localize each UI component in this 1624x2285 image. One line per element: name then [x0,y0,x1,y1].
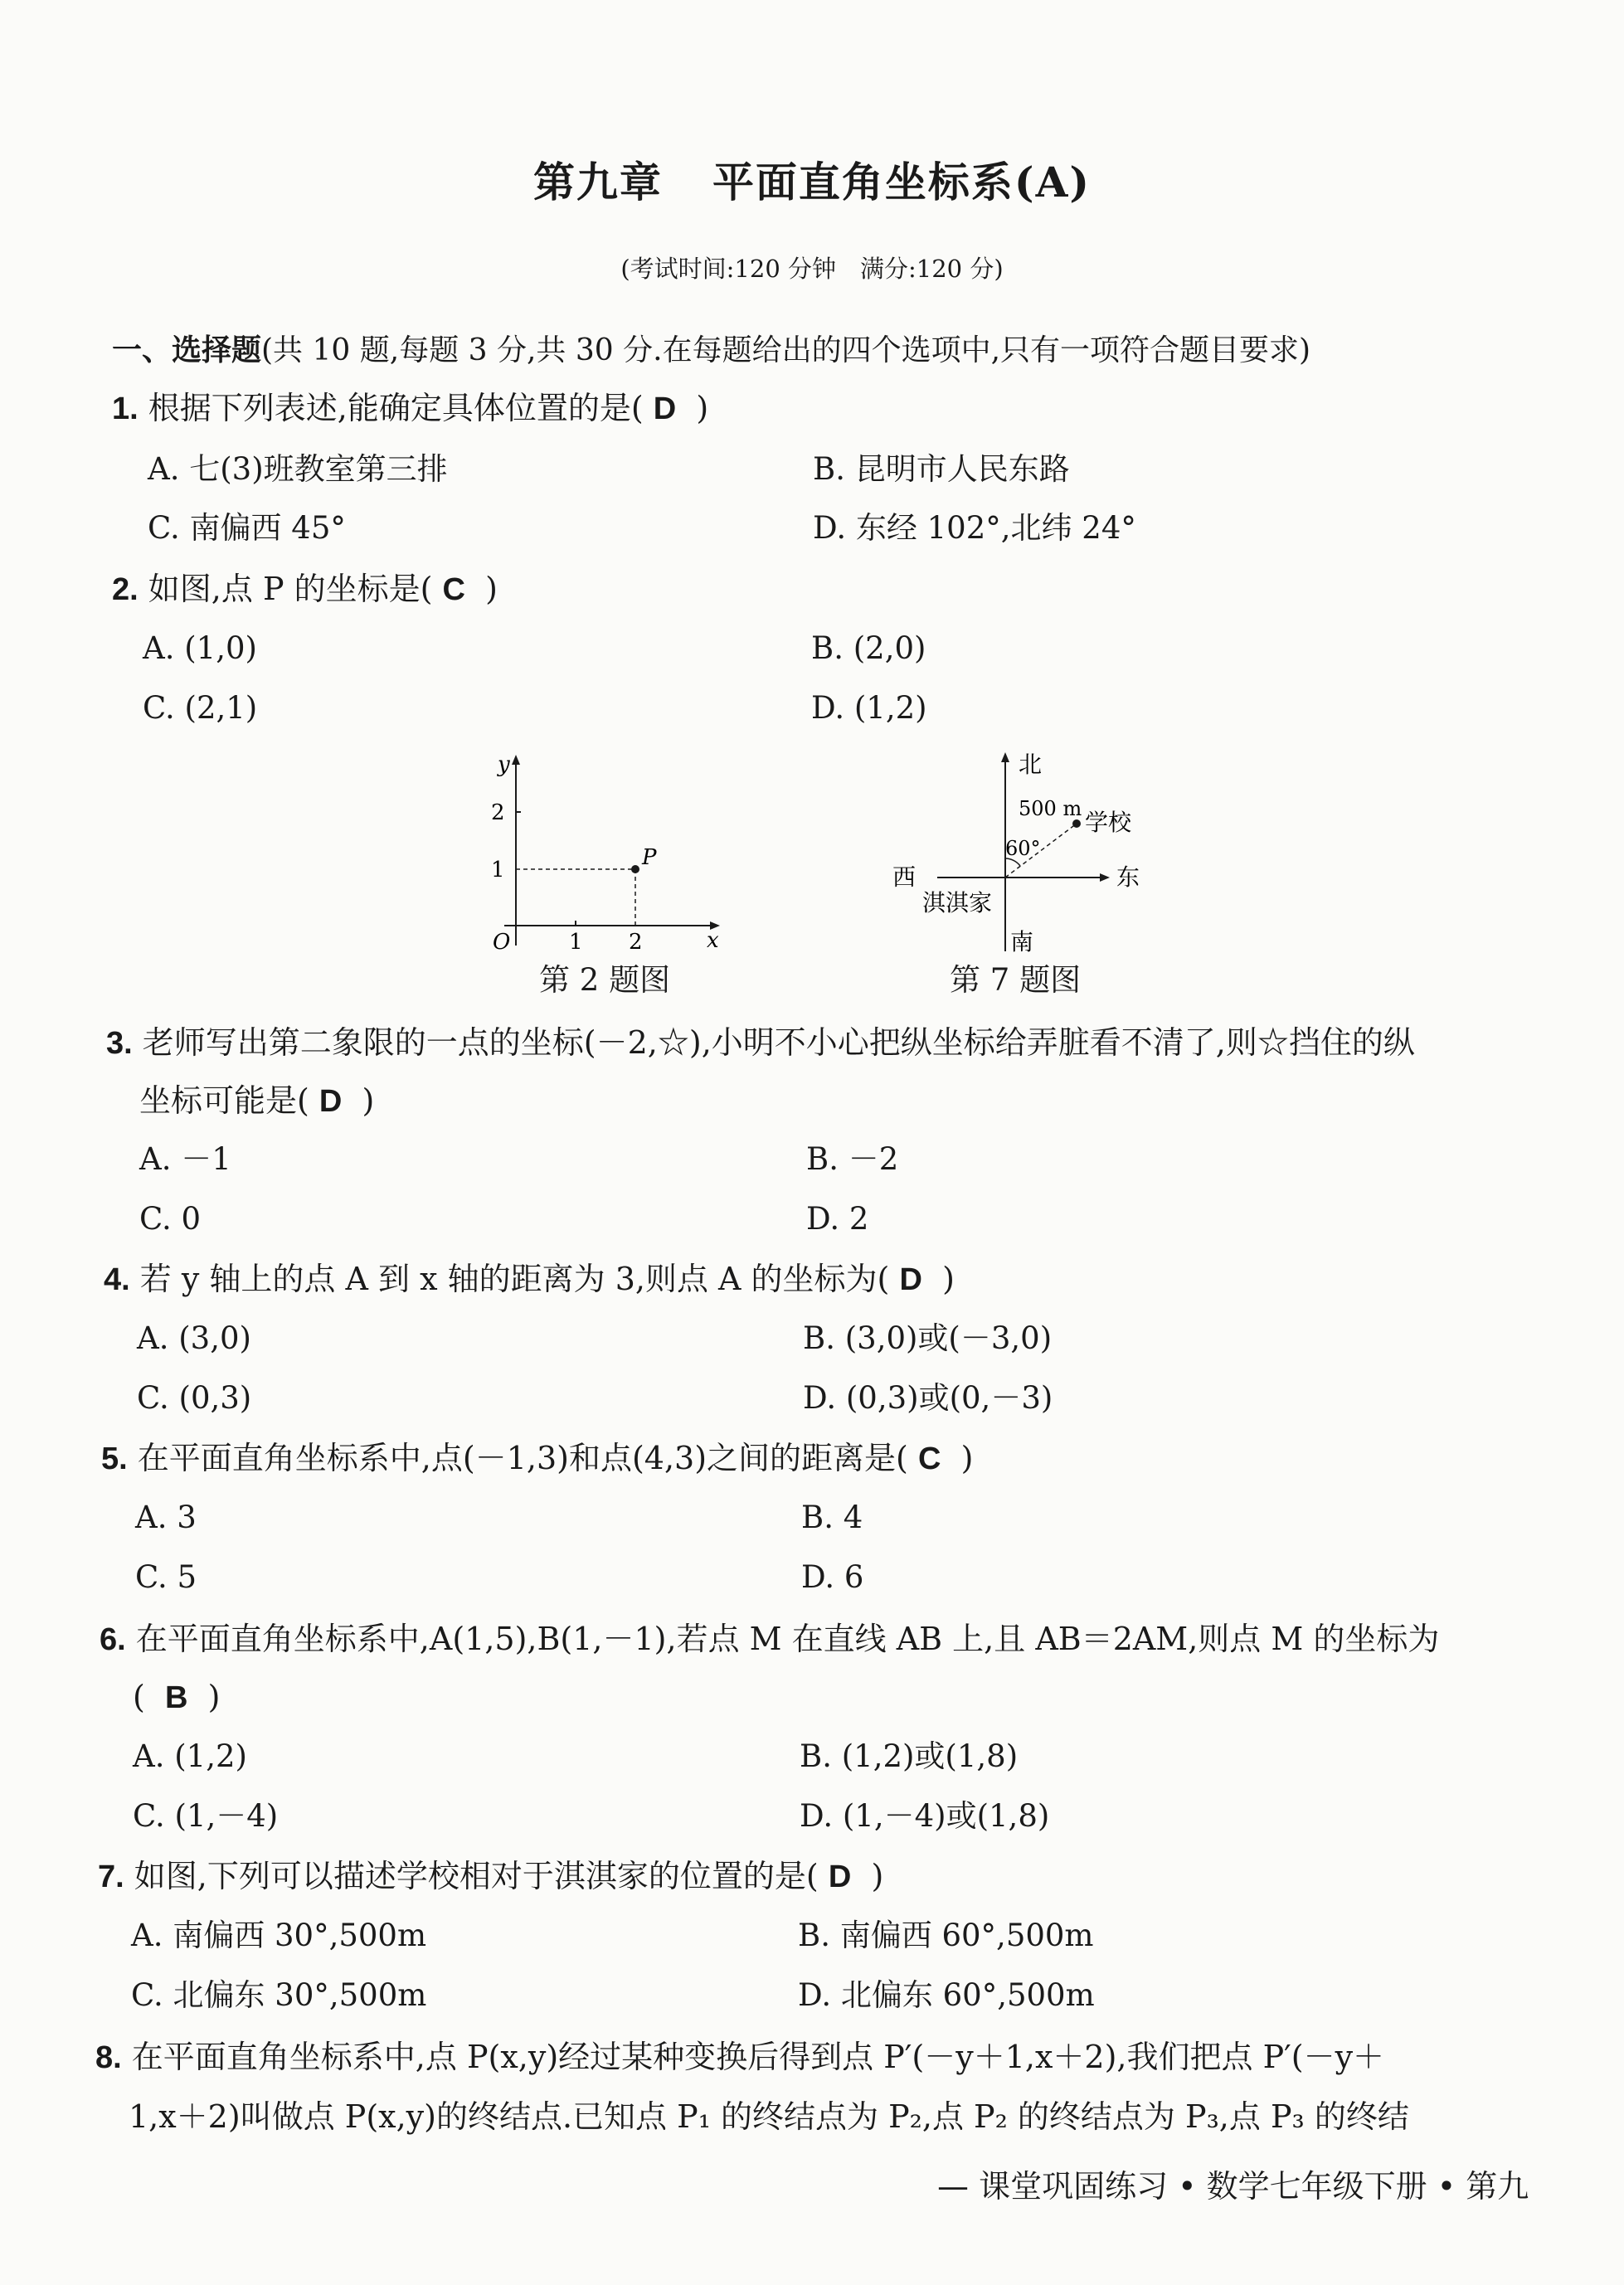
option-b: B. －2 [806,1141,899,1177]
paren-close: ) [696,390,709,426]
option-b: B. 昆明市人民东路 [813,451,1070,487]
option-a: A. 3 [135,1500,197,1535]
exam-info: (考试时间:120 分钟 满分:120 分) [620,255,1004,283]
chapter-label: 第九章 [532,158,663,207]
south-label: 南 [1010,928,1034,955]
paren-close: ) [362,1082,375,1119]
paren-open: ( [133,1679,145,1715]
question-stem: 坐标可能是( [139,1082,309,1119]
option-b: B. (1,2)或(1,8) [800,1738,1019,1774]
answer: D [828,1860,852,1894]
question-number: 3. [106,1026,133,1061]
question-stem: 在平面直角坐标系中,点 P(x,y)经过某种变换后得到点 P′(－y＋1,x＋2),我们把点 P′(－y＋ [131,2039,1385,2075]
answer: D [899,1262,922,1297]
point-p [631,865,639,873]
figure-2-caption: 第 2 题图 [539,962,671,998]
option-b: B. 4 [801,1500,863,1535]
question-number: 7. [98,1860,124,1894]
question-1 [112,388,708,429]
option-c: C. (0,3) [137,1380,252,1416]
west-label: 西 [892,863,917,891]
question-6-line-2 [133,1677,220,1718]
y-tick-label: 1 [491,858,505,882]
section-desc: (共 10 题,每题 3 分,共 30 分.在每题给出的四个选项中,只有一项符合题目要求) [261,333,1311,367]
y-label: y [498,752,510,777]
figure-7-caption: 第 7 题图 [950,962,1082,998]
chapter-name: 平面直角坐标系(A) [712,158,1092,207]
option-d: D. (0,3)或(0,－3) [803,1380,1053,1416]
x-label: x [707,928,719,953]
option-b: B. 南偏西 60°,500m [798,1918,1094,1953]
question-number: 1. [112,391,139,426]
distance-label: 500 m [1019,797,1082,820]
question-number: 4. [104,1262,130,1297]
x-tick-label: 2 [629,930,643,955]
option-a: A. (1,2) [133,1738,247,1774]
angle-label: 60° [1005,837,1041,860]
option-d: D. 6 [801,1559,864,1595]
question-5 [101,1438,973,1479]
answer: C [442,572,465,607]
question-stem: 若 y 轴上的点 A 到 x 轴的距离为 3,则点 A 的坐标为( [139,1261,890,1297]
section-header [112,330,1310,371]
question-8 [95,2037,1384,2078]
paren-close: ) [871,1858,884,1894]
question-number: 2. [112,572,139,607]
question-3 [106,1023,1415,1063]
paren-close: ) [960,1440,974,1476]
north-arrow [1001,752,1009,762]
question-stem: 老师写出第二象限的一点的坐标(－2,☆),小明不小心把纵坐标给弄脏看不清了,则☆挡住的纵 [142,1024,1415,1061]
option-d: D. (1,－4)或(1,8) [800,1798,1050,1834]
home-label: 淇淇家 [922,889,993,916]
question-number: 6. [100,1622,126,1657]
option-c: C. (1,－4) [133,1798,279,1834]
figure-7 [879,742,1161,962]
question-6 [100,1619,1439,1660]
option-d: D. 北偏东 60°,500m [798,1977,1095,2013]
answer: C [917,1441,941,1476]
option-c: C. 5 [135,1559,197,1595]
answer: B [165,1680,188,1715]
y-tick-label: 2 [491,800,505,825]
option-a: A. 七(3)班教室第三排 [148,451,448,487]
question-number: 5. [101,1441,128,1476]
paren-close: ) [942,1261,955,1297]
question-number: 8. [95,2040,122,2075]
option-d: D. 东经 102°,北纬 24° [813,510,1136,546]
answer: D [318,1084,343,1119]
answer: D [653,391,677,426]
point-label: P [642,845,657,870]
option-c: C. 0 [139,1201,202,1237]
question-2 [112,569,498,610]
east-arrow [1100,873,1110,882]
origin-label: O [493,930,511,955]
option-b: B. (2,0) [811,630,926,666]
east-label: 东 [1116,863,1140,891]
section-title: 一、选择题 [112,333,262,367]
option-d: D. 2 [806,1201,869,1237]
option-a: A. (1,0) [143,630,257,666]
option-c: C. 北偏东 30°,500m [131,1977,427,2013]
school-point [1072,819,1081,828]
option-c: C. (2,1) [143,690,258,726]
y-axis-arrow [512,755,520,765]
question-stem: 根据下列表述,能确定具体位置的是( [148,390,644,426]
question-stem: 如图,点 P 的坐标是( [148,571,433,607]
x-tick-label: 1 [569,930,583,955]
question-stem: 在平面直角坐标系中,点(－1,3)和点(4,3)之间的距离是( [137,1440,908,1476]
figure-2 [473,746,746,962]
question-4 [104,1259,955,1300]
page-title [0,149,1624,209]
paren-close: ) [207,1679,221,1715]
question-3-line-2 [139,1081,374,1121]
question-stem: 在平面直角坐标系中,A(1,5),B(1,－1),若点 M 在直线 AB 上,且 AB＝2AM,则点 M 的坐标为 [135,1621,1440,1657]
question-stem: 如图,下列可以描述学校相对于淇淇家的位置的是( [134,1858,819,1894]
option-a: A. 南偏西 30°,500m [131,1918,427,1953]
option-b: B. (3,0)或(－3,0) [803,1320,1053,1356]
school-label: 学校 [1085,809,1132,836]
north-label: 北 [1019,751,1043,778]
option-a: A. －1 [139,1141,231,1177]
page-footer: — 课堂巩固练习 • 数学七年级下册 • 第九 [937,2168,1529,2205]
option-a: A. (3,0) [137,1320,251,1356]
option-d: D. (1,2) [811,690,927,726]
question-7 [98,1856,883,1897]
option-c: C. 南偏西 45° [148,510,346,546]
question-8-line-2: 1,x＋2)叫做点 P(x,y)的终结点.已知点 P₁ 的终结点为 P₂,点 P₂ 的终结点为 P₃,点 P₃ 的终结 [129,2098,1409,2135]
paren-close: ) [485,571,498,607]
